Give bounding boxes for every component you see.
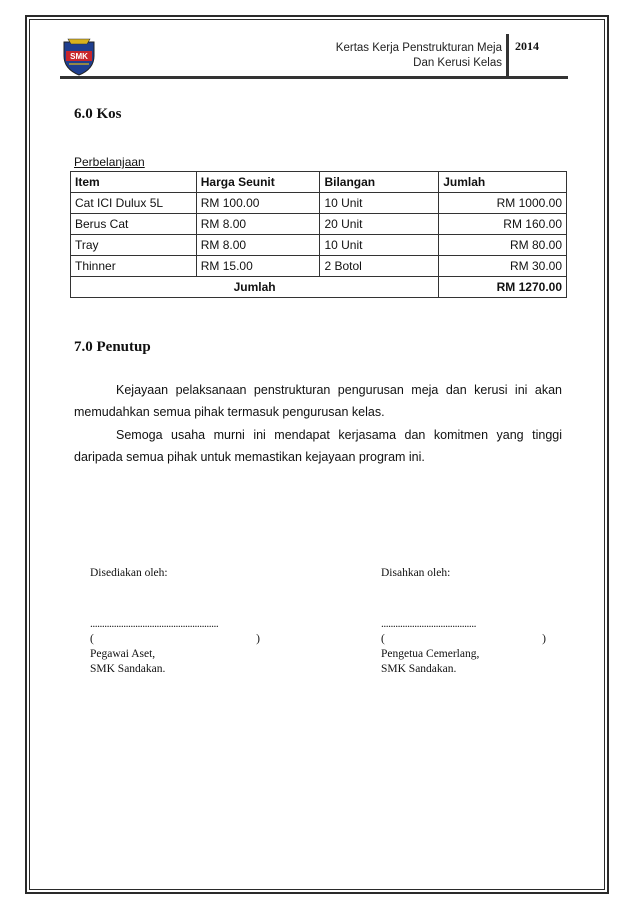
cell-item: Tray — [71, 235, 197, 256]
document-title-line1: Kertas Kerja Penstrukturan Meja — [335, 42, 502, 54]
table-row — [71, 256, 567, 277]
cell-unit-price: RM 8.00 — [196, 214, 320, 235]
cell-item: Berus Cat — [71, 214, 197, 235]
signatory-org: SMK Sandakan. — [381, 663, 457, 675]
column-header-item: Item — [71, 172, 197, 193]
signature-block-prepared — [90, 566, 260, 677]
table-total-row — [71, 277, 567, 298]
paren-open: ( — [381, 633, 385, 645]
signatory-title: Pegawai Aset, — [90, 648, 156, 660]
cell-quantity: 10 Unit — [320, 193, 439, 214]
section-heading-kos: 6.0 Kos — [74, 106, 122, 122]
column-header-unit-price: Harga Seunit — [196, 172, 320, 193]
cell-quantity: 20 Unit — [320, 214, 439, 235]
document-title-line2: Dan Kerusi Kelas — [413, 57, 502, 69]
signature-block-approved — [381, 566, 546, 677]
cell-unit-price: RM 15.00 — [196, 256, 320, 277]
document-title — [336, 41, 502, 71]
paren-open: ( — [90, 633, 94, 645]
cell-total: RM 1000.00 — [439, 193, 567, 214]
signature-line: ........................................ — [381, 618, 476, 630]
signature-line: ...................................................... — [90, 618, 219, 630]
total-label: Jumlah — [71, 277, 439, 298]
cell-item: Thinner — [71, 256, 197, 277]
closing-paragraph-2-text: Semoga usaha murni ini mendapat kerjasama dan komitmen yang tinggi daripada semua pihak untuk memastikan kejayaan program ini. — [74, 428, 562, 464]
cell-total: RM 30.00 — [439, 256, 567, 277]
cell-item: Cat ICI Dulux 5L — [71, 193, 197, 214]
school-logo-icon — [60, 36, 98, 76]
cell-quantity: 2 Botol — [320, 256, 439, 277]
header-divider — [506, 34, 509, 76]
cell-quantity: 10 Unit — [320, 235, 439, 256]
signature-label: Disediakan oleh: — [90, 567, 168, 579]
paren-close: ) — [542, 633, 546, 645]
logo-text: SMK — [70, 52, 88, 61]
table-row — [71, 214, 567, 235]
signature-name-parens — [90, 632, 260, 647]
signature-label: Disahkan oleh: — [381, 567, 451, 579]
closing-paragraph-1-text: Kejayaan pelaksanaan penstrukturan pengurusan meja dan kerusi ini akan memudahkan semua pihak termasuk pengurusan kelas. — [74, 383, 562, 419]
cell-unit-price: RM 100.00 — [196, 193, 320, 214]
cell-total: RM 160.00 — [439, 214, 567, 235]
header-rule — [60, 76, 568, 79]
table-row — [71, 235, 567, 256]
cost-table — [70, 171, 567, 298]
closing-paragraph-2 — [74, 424, 562, 468]
column-header-quantity: Bilangan — [320, 172, 439, 193]
total-value: RM 1270.00 — [439, 277, 567, 298]
table-header-row — [71, 172, 567, 193]
table-row — [71, 193, 567, 214]
table-caption: Perbelanjaan — [74, 155, 145, 169]
cell-unit-price: RM 8.00 — [196, 235, 320, 256]
cell-total: RM 80.00 — [439, 235, 567, 256]
paren-close: ) — [256, 633, 260, 645]
column-header-total: Jumlah — [439, 172, 567, 193]
section-heading-penutup: 7.0 Penutup — [74, 339, 151, 355]
signatory-org: SMK Sandakan. — [90, 663, 166, 675]
signature-name-parens — [381, 632, 546, 647]
closing-paragraph-1 — [74, 379, 562, 423]
document-year: 2014 — [515, 39, 539, 53]
signatory-title: Pengetua Cemerlang, — [381, 648, 480, 660]
